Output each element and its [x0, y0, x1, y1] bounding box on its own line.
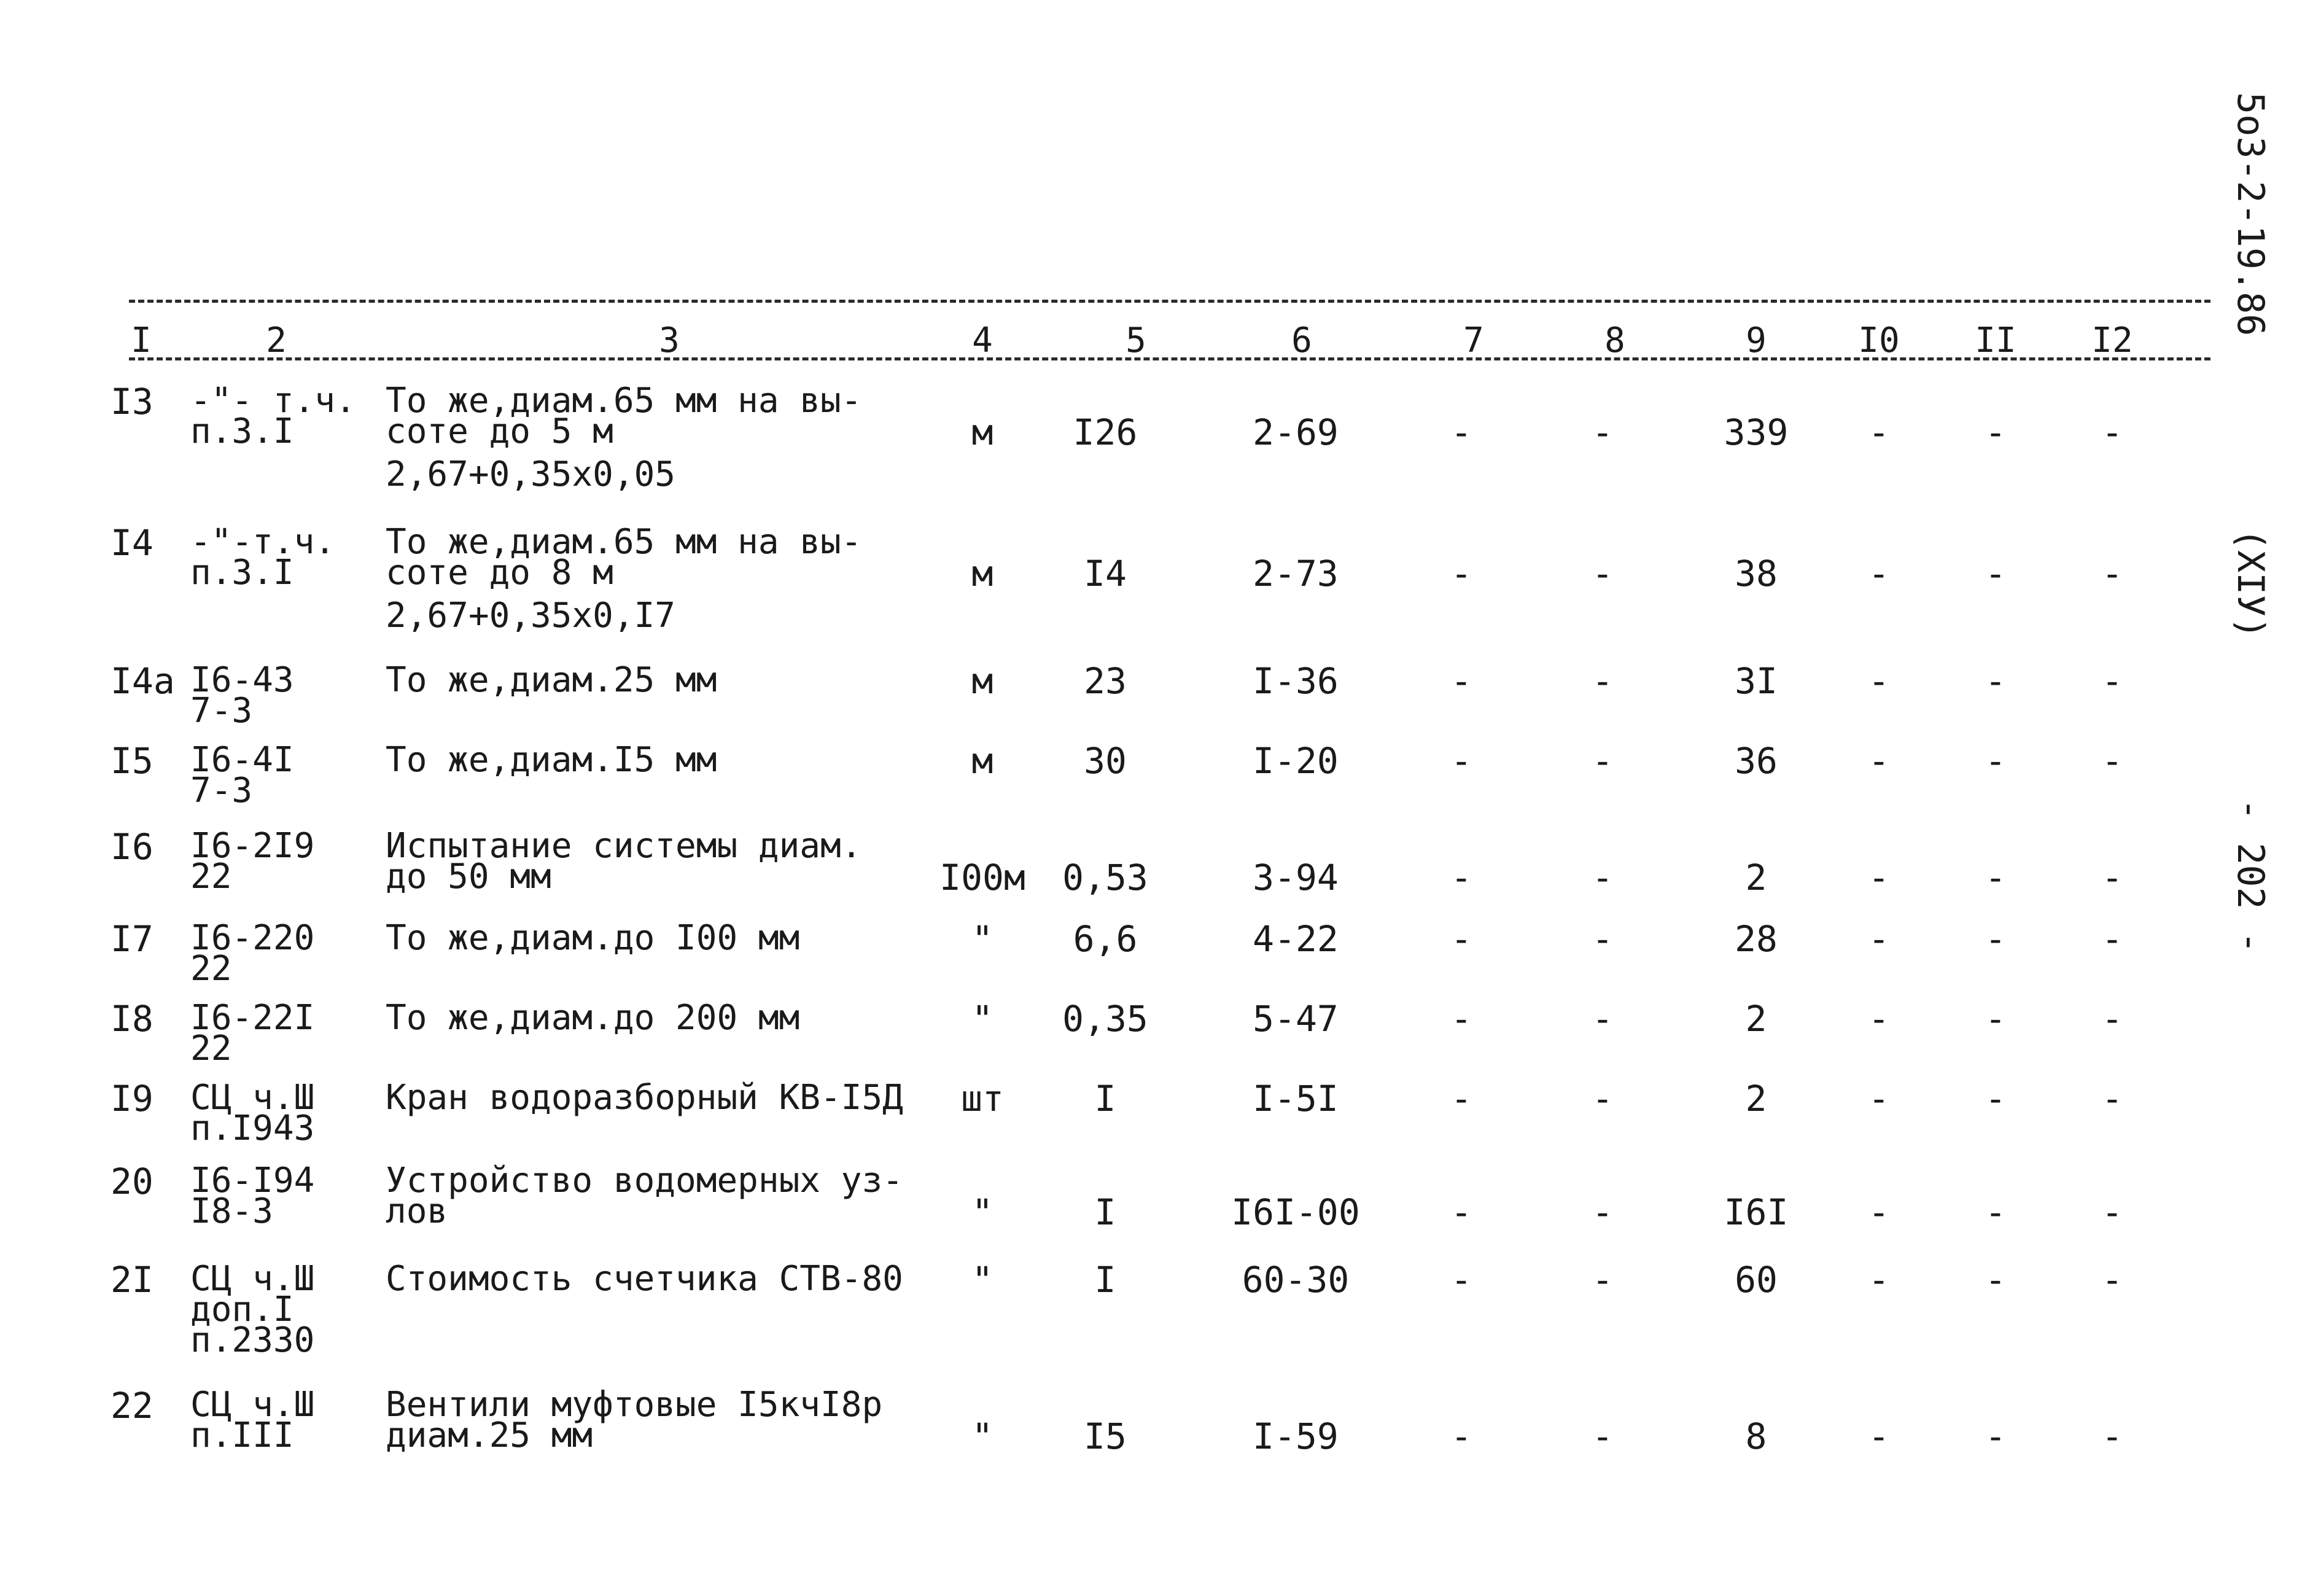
row-col-7: - — [1450, 411, 1472, 453]
row-name-line: То же,диам.до I00 мм — [386, 918, 800, 958]
row-unit: м — [971, 660, 993, 702]
row-col-11: - — [1985, 1078, 2007, 1119]
header-col-11: II — [1975, 321, 2016, 360]
row-quantity: 0,53 — [1062, 857, 1148, 898]
row-col-8: - — [1592, 918, 1614, 960]
row-name-line: Устройство водомерных уз- — [386, 1161, 903, 1201]
row-name-line: соте до 5 м — [386, 411, 613, 451]
header-col-3: 3 — [659, 321, 680, 360]
row-quantity: I — [1094, 1191, 1116, 1233]
row-col-11: - — [1985, 740, 2007, 782]
row-code-line: 22 — [190, 1029, 232, 1069]
volume-label: (XIУ) — [2229, 528, 2272, 639]
row-col-7: - — [1450, 1191, 1472, 1233]
row-number: I4 — [111, 522, 154, 564]
row-quantity: 6,6 — [1073, 918, 1138, 960]
row-number: 2I — [111, 1259, 154, 1301]
row-col-9: 2 — [1745, 857, 1767, 898]
row-code-line: 22 — [190, 857, 232, 897]
row-col-12: - — [2101, 1078, 2123, 1119]
row-col-11: - — [1985, 660, 2007, 702]
row-unit: " — [971, 1259, 993, 1301]
row-number: I9 — [111, 1078, 154, 1119]
row-col-11: - — [1985, 553, 2007, 594]
row-col-12: - — [2101, 740, 2123, 782]
row-unit: " — [971, 998, 993, 1040]
row-unit-price: I-36 — [1253, 660, 1339, 702]
row-code-line: 7-3 — [190, 691, 253, 731]
row-code-line: 22 — [190, 949, 232, 989]
row-code-line: п.2330 — [190, 1320, 315, 1360]
row-quantity: 23 — [1084, 660, 1127, 702]
row-name-line: 2,67+0,35х0,05 — [386, 454, 676, 494]
header-col-2: 2 — [266, 321, 287, 360]
row-col-10: - — [1868, 1191, 1890, 1233]
row-name-line: То же,диам.I5 мм — [386, 740, 717, 780]
row-col-12: - — [2101, 857, 2123, 898]
row-col-10: - — [1868, 918, 1890, 960]
row-code-line: п.I943 — [190, 1108, 315, 1148]
header-col-6: 6 — [1291, 321, 1312, 360]
row-code-line: СЦ ч.Ш — [190, 1385, 315, 1425]
row-unit: I00м — [939, 857, 1025, 898]
row-col-10: - — [1868, 857, 1890, 898]
row-col-9: I6I — [1724, 1191, 1789, 1233]
row-col-11: - — [1985, 1259, 2007, 1301]
row-col-7: - — [1450, 998, 1472, 1040]
row-col-10: - — [1868, 660, 1890, 702]
row-col-12: - — [2101, 1191, 2123, 1233]
row-unit-price: I-20 — [1253, 740, 1339, 782]
row-col-9: 3I — [1735, 660, 1778, 702]
row-col-12: - — [2101, 1259, 2123, 1301]
row-code-line: СЦ ч.Ш — [190, 1078, 315, 1118]
row-unit-price: 4-22 — [1253, 918, 1339, 960]
row-col-9: 28 — [1735, 918, 1778, 960]
row-quantity: 0,35 — [1062, 998, 1148, 1040]
row-code-line: -"-т.ч. — [190, 522, 336, 562]
page-number-label: - 202 - — [2229, 798, 2272, 954]
row-unit: " — [971, 1415, 993, 1457]
row-col-8: - — [1592, 857, 1614, 898]
row-name-line: То же,диам.до 200 мм — [386, 998, 800, 1038]
row-col-10: - — [1868, 411, 1890, 453]
row-name-line: лов — [386, 1191, 448, 1231]
row-unit-price: 2-69 — [1253, 411, 1339, 453]
row-col-10: - — [1868, 1415, 1890, 1457]
row-col-10: - — [1868, 553, 1890, 594]
row-col-9: 38 — [1735, 553, 1778, 594]
row-name-line: То же,диам.65 мм на вы- — [386, 522, 862, 562]
row-col-12: - — [2101, 660, 2123, 702]
row-unit: " — [971, 1191, 993, 1233]
row-name-line: То же,диам.25 мм — [386, 660, 717, 700]
row-col-10: - — [1868, 1078, 1890, 1119]
row-code-line: п.3.I — [190, 553, 294, 593]
row-number: I3 — [111, 381, 154, 422]
header-col-7: 7 — [1463, 321, 1484, 360]
row-unit-price: I6I-00 — [1231, 1191, 1360, 1233]
row-quantity: I4 — [1084, 553, 1127, 594]
row-col-7: - — [1450, 1078, 1472, 1119]
row-col-10: - — [1868, 1259, 1890, 1301]
row-col-7: - — [1450, 660, 1472, 702]
row-code-line: I8-3 — [190, 1191, 273, 1231]
row-col-9: 2 — [1745, 998, 1767, 1040]
row-number: I7 — [111, 918, 154, 960]
row-col-8: - — [1592, 1259, 1614, 1301]
row-col-11: - — [1985, 918, 2007, 960]
row-code-line: 7-3 — [190, 771, 253, 811]
row-quantity: 30 — [1084, 740, 1127, 782]
row-code-line: -"- т.ч. — [190, 381, 356, 421]
row-name-line: Испытание системы диам. — [386, 826, 862, 866]
row-col-8: - — [1592, 1078, 1614, 1119]
header-col-1: I — [131, 321, 152, 360]
row-col-8: - — [1592, 660, 1614, 702]
row-unit-price: I-5I — [1253, 1078, 1339, 1119]
row-name-line: Стоимость счетчика СТВ-80 — [386, 1259, 903, 1299]
header-col-9: 9 — [1746, 321, 1767, 360]
header-col-10: I0 — [1858, 321, 1900, 360]
row-name-line: То же,диам.65 мм на вы- — [386, 381, 862, 421]
row-col-12: - — [2101, 998, 2123, 1040]
row-unit: м — [971, 411, 993, 453]
row-col-9: 8 — [1745, 1415, 1767, 1457]
row-quantity: I5 — [1084, 1415, 1127, 1457]
header-col-12: I2 — [2091, 321, 2133, 360]
row-number: I6 — [111, 826, 154, 868]
row-number: 20 — [111, 1161, 154, 1202]
row-name-line: диам.25 мм — [386, 1415, 593, 1455]
row-col-8: - — [1592, 740, 1614, 782]
row-col-11: - — [1985, 411, 2007, 453]
document-code-label: 5о3-2-19.86 — [2229, 92, 2272, 337]
row-number: 22 — [111, 1385, 154, 1427]
row-col-10: - — [1868, 740, 1890, 782]
row-number: I8 — [111, 998, 154, 1040]
row-number: I5 — [111, 740, 154, 782]
row-col-8: - — [1592, 553, 1614, 594]
header-col-4: 4 — [972, 321, 993, 360]
header-col-8: 8 — [1604, 321, 1625, 360]
row-col-8: - — [1592, 998, 1614, 1040]
row-col-12: - — [2101, 1415, 2123, 1457]
row-code-line: I6-I94 — [190, 1161, 315, 1201]
row-col-7: - — [1450, 1259, 1472, 1301]
row-unit-price: 3-94 — [1253, 857, 1339, 898]
row-col-8: - — [1592, 1191, 1614, 1233]
row-col-12: - — [2101, 553, 2123, 594]
row-unit: " — [971, 918, 993, 960]
row-col-9: 36 — [1735, 740, 1778, 782]
row-name-line: 2,67+0,35х0,I7 — [386, 596, 676, 636]
row-code-line: I6-22I — [190, 998, 315, 1038]
row-col-11: - — [1985, 1191, 2007, 1233]
row-quantity: I — [1094, 1078, 1116, 1119]
row-code-line: доп.I — [190, 1290, 294, 1329]
row-name-line: Вентили муфтовые I5кчI8р — [386, 1385, 883, 1425]
row-col-10: - — [1868, 998, 1890, 1040]
row-col-11: - — [1985, 857, 2007, 898]
row-unit: м — [971, 553, 993, 594]
row-code-line: СЦ ч.Ш — [190, 1259, 315, 1299]
row-col-7: - — [1450, 918, 1472, 960]
row-unit: м — [971, 740, 993, 782]
row-col-8: - — [1592, 411, 1614, 453]
row-name-line: до 50 мм — [386, 857, 551, 897]
row-col-9: 60 — [1735, 1259, 1778, 1301]
row-unit-price: 2-73 — [1253, 553, 1339, 594]
row-code-line: I6-220 — [190, 918, 315, 958]
row-col-7: - — [1450, 1415, 1472, 1457]
row-col-8: - — [1592, 1415, 1614, 1457]
row-col-12: - — [2101, 411, 2123, 453]
row-number: I4а — [111, 660, 175, 702]
row-quantity: I26 — [1073, 411, 1138, 453]
row-col-7: - — [1450, 553, 1472, 594]
row-code-line: п.3.I — [190, 411, 294, 451]
header-top-rule — [129, 300, 2210, 303]
header-col-5: 5 — [1126, 321, 1146, 360]
row-col-12: - — [2101, 918, 2123, 960]
row-col-9: 339 — [1724, 411, 1789, 453]
row-code-line: I6-43 — [190, 660, 294, 700]
row-quantity: I — [1094, 1259, 1116, 1301]
row-code-line: п.III — [190, 1415, 294, 1455]
row-col-9: 2 — [1745, 1078, 1767, 1119]
row-unit-price: 60-30 — [1242, 1259, 1350, 1301]
row-unit-price: I-59 — [1253, 1415, 1339, 1457]
row-col-7: - — [1450, 857, 1472, 898]
row-unit: шт — [961, 1078, 1004, 1119]
row-code-line: I6-4I — [190, 740, 294, 780]
row-code-line: I6-2I9 — [190, 826, 315, 866]
row-col-11: - — [1985, 1415, 2007, 1457]
row-name-line: Кран водоразборный КВ-I5Д — [386, 1078, 903, 1118]
row-col-11: - — [1985, 998, 2007, 1040]
row-unit-price: 5-47 — [1253, 998, 1339, 1040]
row-col-7: - — [1450, 740, 1472, 782]
row-name-line: соте до 8 м — [386, 553, 613, 593]
